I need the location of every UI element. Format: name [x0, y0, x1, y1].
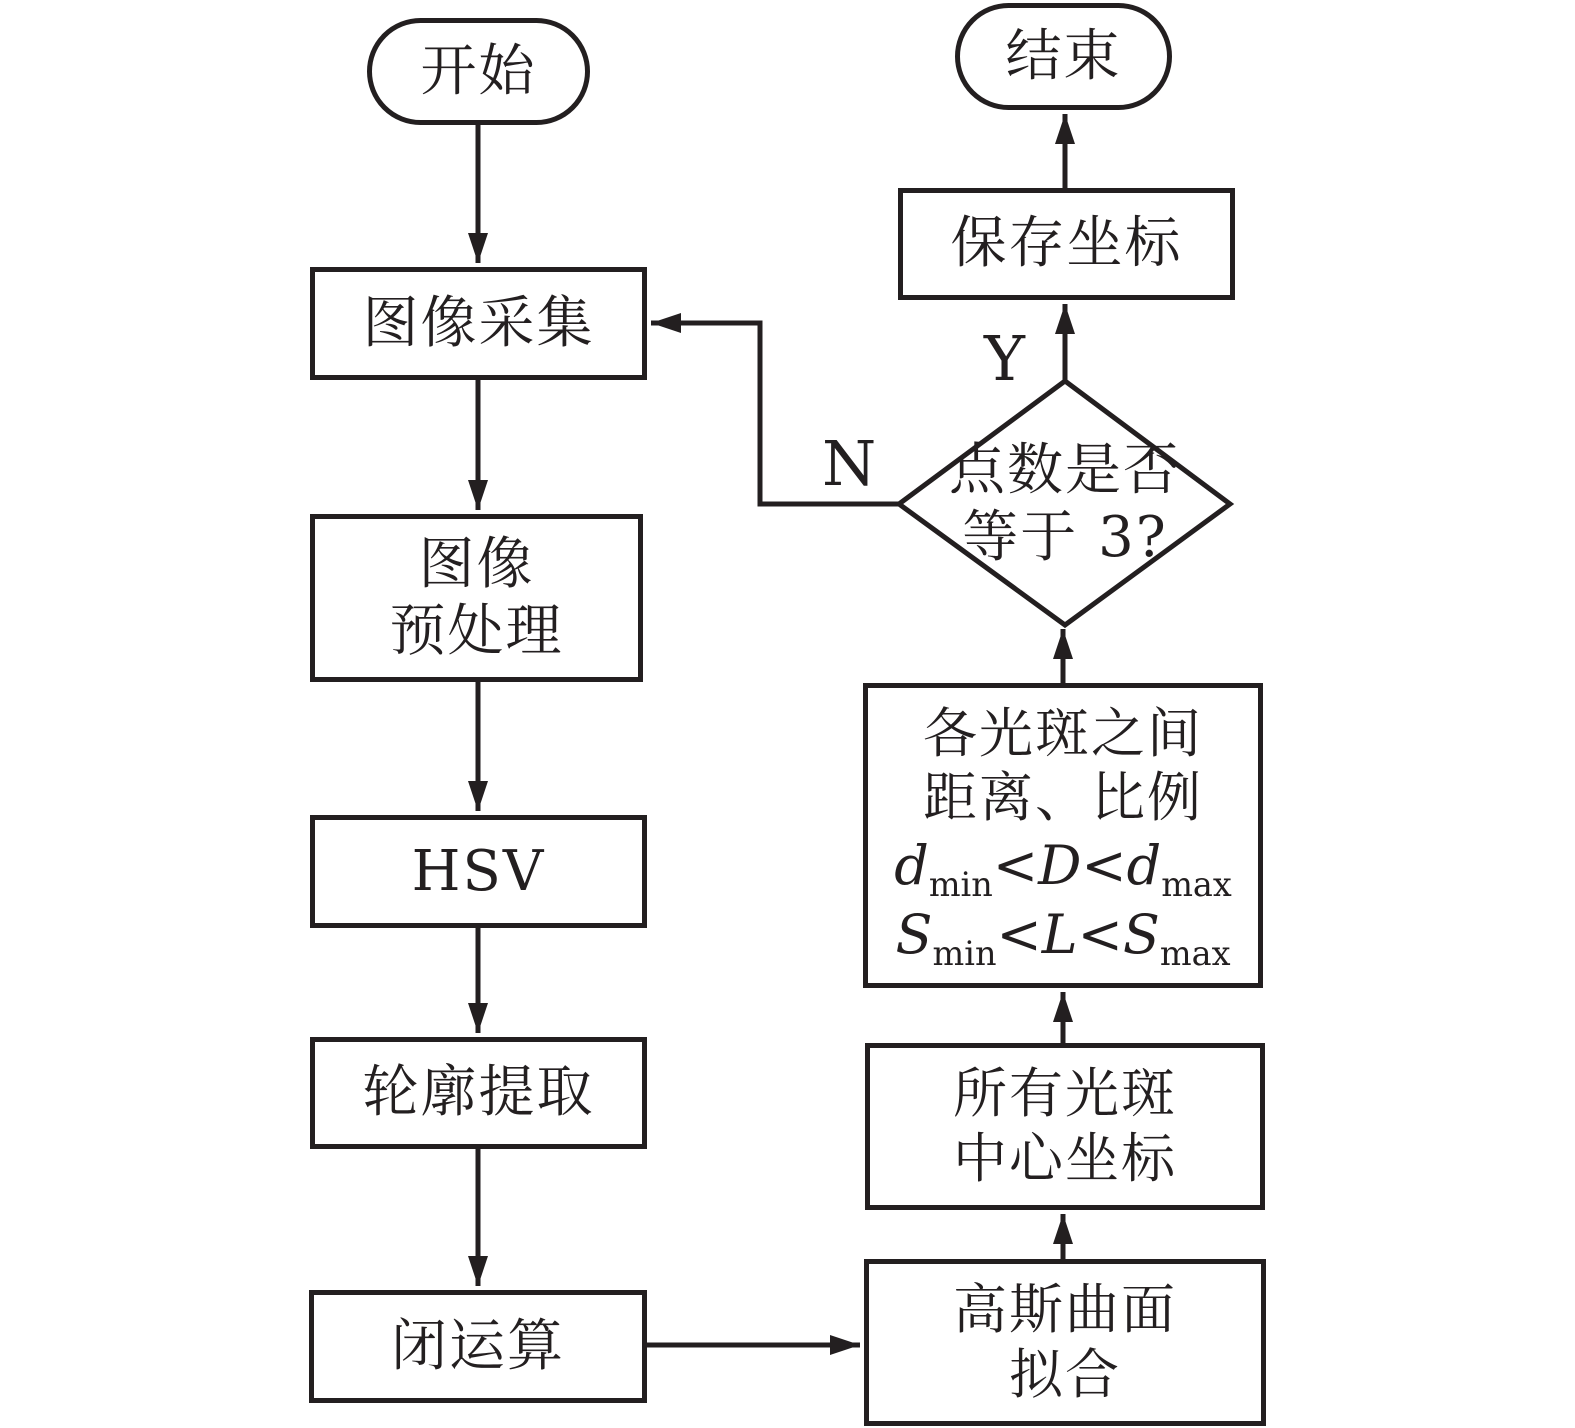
gaussian-surface-fitting-box [864, 1259, 1266, 1426]
decision-line1: 点数是否 [949, 437, 1181, 503]
formula-operator: < [1077, 903, 1123, 967]
start-terminator [367, 18, 590, 125]
formula-term: L [1041, 903, 1078, 967]
formula-term: S [1122, 903, 1160, 967]
contour-extraction-box [310, 1037, 647, 1149]
formula-operator: < [996, 903, 1042, 967]
formula-subscript: max [1159, 934, 1231, 974]
formula-subscript: min [932, 934, 997, 974]
formula-subscript: max [1161, 864, 1232, 904]
distance-constraint-formula [894, 831, 1232, 904]
image-acquisition-box [310, 267, 647, 380]
closing-operation-label: 闭运算 [391, 1313, 565, 1379]
closing-operation-box [309, 1290, 647, 1403]
spot-constraints-line1: 各光斑之间 [923, 701, 1203, 765]
image-preprocessing-line1: 图像 [418, 531, 535, 597]
hsv-box [310, 815, 647, 928]
formula-term: d [894, 834, 929, 898]
formula-term: d [1126, 834, 1162, 898]
start-label: 开始 [420, 38, 537, 104]
area-constraint-formula [895, 900, 1231, 974]
decision-line2: 等于 3? [962, 505, 1168, 570]
formula-subscript: min [928, 864, 993, 904]
edge-label-no: N [822, 427, 877, 500]
spot-center-coordinates-box [865, 1043, 1265, 1210]
edge-label-yes: Y [984, 322, 1025, 395]
image-preprocessing-line2: 预处理 [389, 599, 564, 664]
save-coordinates-label: 保存坐标 [950, 211, 1183, 277]
spot-centers-line2: 中心坐标 [953, 1126, 1177, 1190]
formula-term: D [1038, 834, 1082, 898]
decision-label [915, 405, 1215, 603]
contour-extraction-label: 轮廓提取 [362, 1060, 595, 1126]
spot-constraints-box [863, 683, 1263, 988]
image-preprocessing-box [310, 514, 643, 682]
gaussian-fitting-line2: 拟合 [1009, 1342, 1121, 1406]
formula-operator: < [1081, 834, 1127, 898]
image-acquisition-label: 图像采集 [362, 290, 595, 356]
formula-operator: < [992, 834, 1039, 898]
formula-term: S [895, 903, 933, 967]
gaussian-fitting-line1: 高斯曲面 [953, 1277, 1177, 1341]
end-terminator [955, 3, 1172, 110]
spot-constraints-line2: 距离、比例 [923, 766, 1203, 830]
hsv-label: HSV [411, 838, 546, 904]
spot-centers-line1: 所有光斑 [953, 1061, 1177, 1125]
end-label: 结束 [1005, 23, 1122, 89]
save-coordinates-box [898, 188, 1235, 300]
